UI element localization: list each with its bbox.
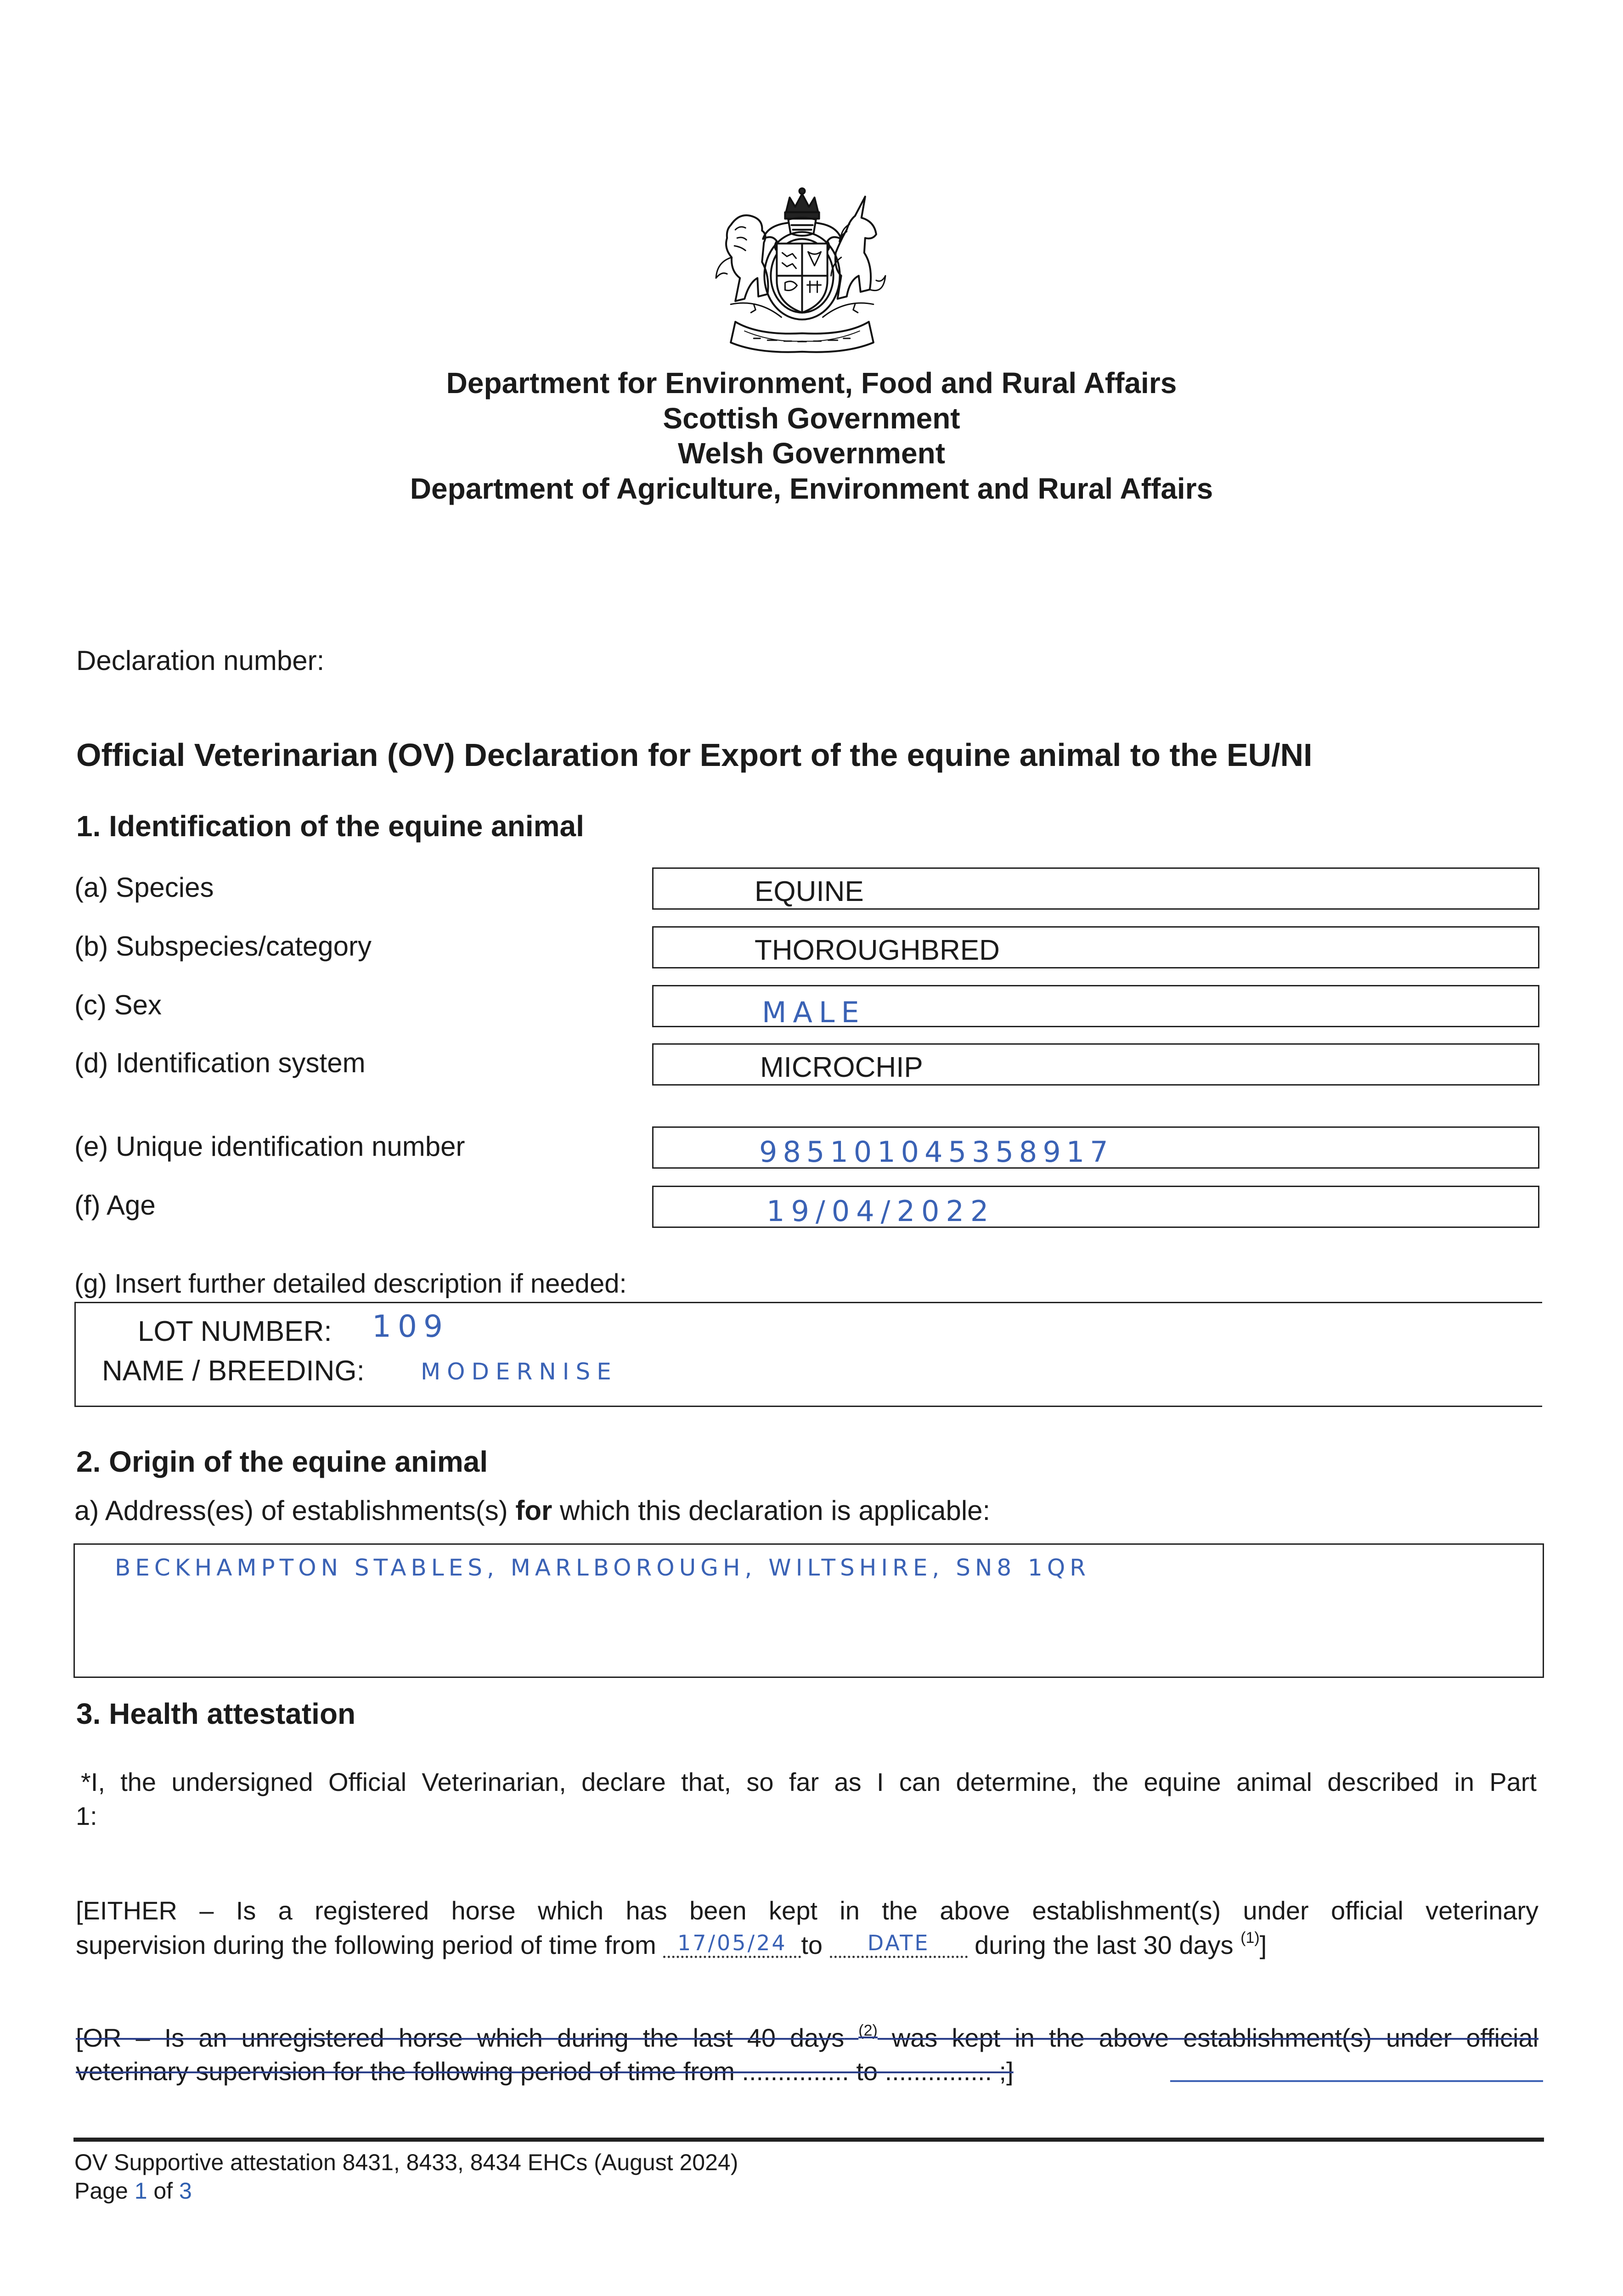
- unique-id-label: (e) Unique identification number: [74, 1131, 465, 1162]
- lot-number-value: 109: [372, 1309, 449, 1344]
- or-line-suffix: was kept in the above establishment(s) under official: [891, 2023, 1538, 2052]
- address-value: BECKHAMPTON STABLES, MARLBOROUGH, WILTSHIRE, SN8 1QR: [115, 1554, 1090, 1581]
- attestation-intro-line: *I, the undersigned Official Veterinarian, declare that, so far as I can determine, the equine animal described in Part: [81, 1767, 1537, 1796]
- footnote-ref: (2): [858, 2022, 878, 2039]
- page-current: 1: [134, 2178, 147, 2204]
- page-indicator: [74, 2178, 192, 2204]
- species-field[interactable]: [652, 867, 1539, 910]
- attestation-intro-line: 1:: [76, 1801, 97, 1830]
- unique-id-value: 985101045358917: [759, 1135, 1114, 1169]
- either-clause-period: [76, 1930, 1538, 1960]
- either-period-suffix: during the last 30 days: [975, 1930, 1234, 1959]
- identification-system-value: MICROCHIP: [760, 1052, 923, 1083]
- age-value: 19/04/2022: [766, 1194, 995, 1228]
- unique-id-field[interactable]: [652, 1126, 1539, 1169]
- period-from-field[interactable]: [663, 1930, 801, 1958]
- identification-system-field[interactable]: [652, 1043, 1539, 1086]
- sex-value: MALE: [762, 996, 866, 1029]
- period-to-field[interactable]: [830, 1930, 968, 1958]
- agency-line: Scottish Government: [663, 401, 960, 435]
- strike-through-line: [1170, 2080, 1543, 2082]
- lot-number-label: LOT NUMBER:: [138, 1316, 332, 1347]
- agency-line: Department for Environment, Food and Rural Affairs: [446, 366, 1177, 400]
- age-field[interactable]: [652, 1186, 1539, 1228]
- period-from-value: 17/05/24: [677, 1930, 787, 1955]
- species-value: EQUINE: [755, 876, 864, 907]
- subspecies-value: THOROUGHBRED: [755, 934, 1000, 966]
- or-clause-line: veterinary supervision for the following period of time from ............... to ............... ;]: [76, 2057, 1014, 2086]
- or-line-prefix: [OR – Is an unregistered horse which during the last 40 days: [76, 2023, 845, 2052]
- agency-line: Department of Agriculture, Environment and Rural Affairs: [410, 472, 1213, 505]
- address-prompt-bold: for: [515, 1495, 552, 1526]
- address-prompt-suffix: which this declaration is applicable:: [552, 1495, 991, 1526]
- name-breeding-value: MODERNISE: [421, 1358, 618, 1385]
- footer-rule: [73, 2138, 1544, 2142]
- footnote-ref: (1): [1240, 1929, 1260, 1947]
- footer-attestation: OV Supportive attestation 8431, 8433, 8434 EHCs (August 2024): [74, 2150, 738, 2175]
- agency-header: [0, 366, 1623, 506]
- subspecies-label: (b) Subspecies/category: [74, 931, 372, 962]
- period-to-label: to: [801, 1930, 823, 1959]
- agency-line: Welsh Government: [677, 437, 946, 470]
- or-clause-line: [76, 2023, 1538, 2053]
- name-breeding-label: NAME / BREEDING:: [102, 1355, 365, 1387]
- either-period-prefix: supervision during the following period of time from: [76, 1930, 656, 1959]
- further-description-label: (g) Insert further detailed description if needed:: [74, 1269, 627, 1299]
- either-close-bracket: ]: [1259, 1930, 1267, 1959]
- species-label: (a) Species: [74, 872, 214, 903]
- page-total: 3: [179, 2178, 192, 2204]
- period-to-value: DATE: [867, 1930, 930, 1955]
- sex-label: (c) Sex: [74, 990, 162, 1020]
- document-title: Official Veterinarian (OV) Declaration for Export of the equine animal to the EU/NI: [76, 737, 1313, 773]
- address-prompt-prefix: a) Address(es) of establishments(s): [74, 1495, 516, 1526]
- page-label: Page: [74, 2178, 128, 2204]
- either-clause-line: [EITHER – Is a registered horse which has been kept in the above establishment(s) under official veterinary: [76, 1896, 1538, 1925]
- address-prompt: [74, 1495, 990, 1526]
- identification-system-label: (d) Identification system: [74, 1047, 366, 1078]
- section-2-heading: 2. Origin of the equine animal: [76, 1445, 488, 1478]
- section-3-heading: 3. Health attestation: [76, 1697, 356, 1730]
- page-of: of: [153, 2178, 173, 2204]
- declaration-number-label: Declaration number:: [76, 645, 325, 676]
- section-1-heading: 1. Identification of the equine animal: [76, 810, 584, 843]
- subspecies-field[interactable]: [652, 926, 1539, 968]
- royal-coat-of-arms-icon: [703, 183, 901, 359]
- sex-field[interactable]: [652, 985, 1539, 1027]
- age-label: (f) Age: [74, 1190, 156, 1221]
